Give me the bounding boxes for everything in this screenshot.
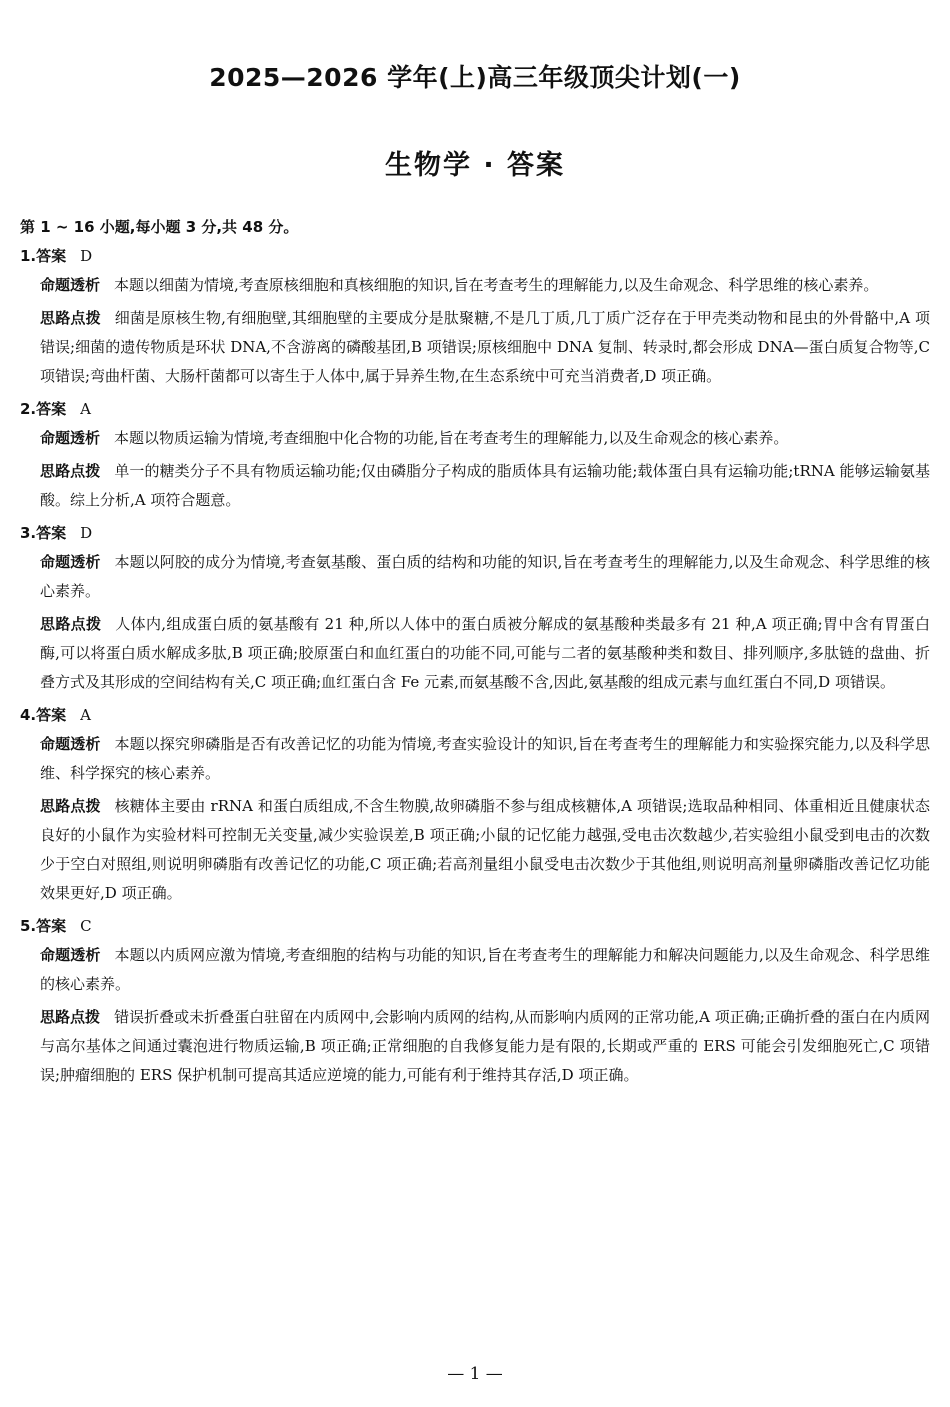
analysis-text: 本题以内质网应激为情境,考查细胞的结构与功能的知识,旨在考查考生的理解能力和解决问题能力,以及生命观念、科学思维的核心素养。 (40, 946, 930, 993)
section-intro: 第 1 ~ 16 小题,每小题 3 分,共 48 分。 (20, 218, 299, 236)
analysis-paragraph (20, 271, 930, 300)
answer-value: A (80, 400, 91, 418)
answer-line (20, 519, 930, 548)
hint-label: 思路点拨 (40, 1008, 101, 1026)
hint-paragraph (20, 457, 930, 515)
page-number: — 1 — (447, 1364, 503, 1384)
question-number: 2. (20, 400, 37, 418)
question-block (20, 242, 930, 391)
analysis-label: 命题透析 (40, 276, 101, 294)
analysis-label: 命题透析 (40, 553, 101, 571)
answer-label: 答案 (36, 247, 67, 265)
question-number: 5. (20, 917, 37, 935)
analysis-label: 命题透析 (40, 429, 101, 447)
question-block (20, 701, 930, 908)
analysis-text: 本题以阿胶的成分为情境,考查氨基酸、蛋白质的结构和功能的知识,旨在考查考生的理解能力,以及生命观念、科学思维的核心素养。 (40, 553, 930, 600)
hint-text: 错误折叠或未折叠蛋白驻留在内质网中,会影响内质网的结构,从而影响内质网的正常功能,A 项正确;正确折叠的蛋白在内质网与高尔基体之间通过囊泡进行物质运输,B 项正确;正常细胞的自我修复能力是有限的,长期或严重的 ERS 可能会引发细胞死亡,C 项错误;肿瘤细胞的 ERS 保护机制可提高其适应逆境的能力,可能有利于维持其存活,D 项正确。 (40, 1008, 930, 1084)
question-number: 4. (20, 706, 37, 724)
answer-value: D (80, 247, 93, 265)
hint-paragraph (20, 610, 930, 697)
question-block (20, 912, 930, 1090)
answer-line (20, 912, 930, 941)
question-number: 3. (20, 524, 37, 542)
analysis-text: 本题以细菌为情境,考查原核细胞和真核细胞的知识,旨在考查考生的理解能力,以及生命观念、科学思维的核心素养。 (114, 276, 879, 294)
hint-text: 细菌是原核生物,有细胞壁,其细胞壁的主要成分是肽聚糖,不是几丁质,几丁质广泛存在于甲壳类动物和昆虫的外骨骼中,A 项错误;细菌的遗传物质是环状 DNA,不含游离的磷酸基团,B 项错误;原核细胞中 DNA 复制、转录时,都会形成 DNA—蛋白质复合物等,C 项错误;弯曲杆菌、大肠杆菌都可以寄生于人体中,属于异养生物,在生态系统中可充当消费者,D 项正确。 (40, 309, 930, 385)
question-block (20, 519, 930, 697)
analysis-text: 本题以物质运输为情境,考查细胞中化合物的功能,旨在考查考生的理解能力,以及生命观念的核心素养。 (114, 429, 789, 447)
hint-paragraph (20, 792, 930, 908)
hint-paragraph (20, 1003, 930, 1090)
answer-label: 答案 (36, 400, 67, 418)
answer-line (20, 395, 930, 424)
hint-label: 思路点拨 (40, 462, 101, 480)
answer-line (20, 242, 930, 271)
hint-label: 思路点拨 (40, 309, 101, 327)
analysis-paragraph (20, 941, 930, 999)
answer-content (20, 213, 930, 1094)
hint-text: 单一的糖类分子不具有物质运输功能;仅由磷脂分子构成的脂质体具有运输功能;载体蛋白具有运输功能;tRNA 能够运输氨基酸。综上分析,A 项符合题意。 (40, 462, 930, 509)
analysis-paragraph (20, 730, 930, 788)
answer-value: D (80, 524, 93, 542)
answer-line (20, 701, 930, 730)
document-title: 2025—2026 学年(上)高三年级顶尖计划(一) (209, 63, 741, 92)
answer-value: A (80, 706, 91, 724)
question-block (20, 395, 930, 515)
hint-label: 思路点拨 (40, 797, 101, 815)
document-subtitle: 生物学 · 答案 (384, 150, 566, 181)
hint-text: 人体内,组成蛋白质的氨基酸有 21 种,所以人体中的蛋白质被分解成的氨基酸种类最多有 21 种,A 项正确;胃中含有胃蛋白酶,可以将蛋白质水解成多肽,B 项正确;胶原蛋白和血红蛋白的功能不同,可能与二者的氨基酸种类和数目、排列顺序,多肽链的盘曲、折叠方式及其形成的空间结构有关,C 项正确;血红蛋白含 Fe 元素,而氨基酸不含,因此,氨基酸的组成元素与血红蛋白不同,D 项错误。 (40, 615, 930, 691)
analysis-paragraph (20, 548, 930, 606)
hint-text: 核糖体主要由 rRNA 和蛋白质组成,不含生物膜,故卵磷脂不参与组成核糖体,A 项错误;选取品种相同、体重相近且健康状态良好的小鼠作为实验材料可控制无关变量,减少实验误差,B 项正确;小鼠的记忆能力越强,受电击次数越少,若实验组小鼠受到电击的次数少于空白对照组,则说明卵磷脂有改善记忆的功能,C 项正确;若高剂量组小鼠受电击次数少于其他组,则说明高剂量卵磷脂改善记忆功能效果更好,D 项正确。 (40, 797, 930, 902)
answer-label: 答案 (36, 524, 67, 542)
answer-label: 答案 (36, 917, 67, 935)
analysis-paragraph (20, 424, 930, 453)
analysis-text: 本题以探究卵磷脂是否有改善记忆的功能为情境,考查实验设计的知识,旨在考查考生的理解能力和实验探究能力,以及科学思维、科学探究的核心素养。 (40, 735, 930, 782)
question-number: 1. (20, 247, 37, 265)
answer-value: C (80, 917, 92, 935)
answer-label: 答案 (36, 706, 67, 724)
analysis-label: 命题透析 (40, 946, 101, 964)
hint-paragraph (20, 304, 930, 391)
hint-label: 思路点拨 (40, 615, 102, 633)
analysis-label: 命题透析 (40, 735, 101, 753)
